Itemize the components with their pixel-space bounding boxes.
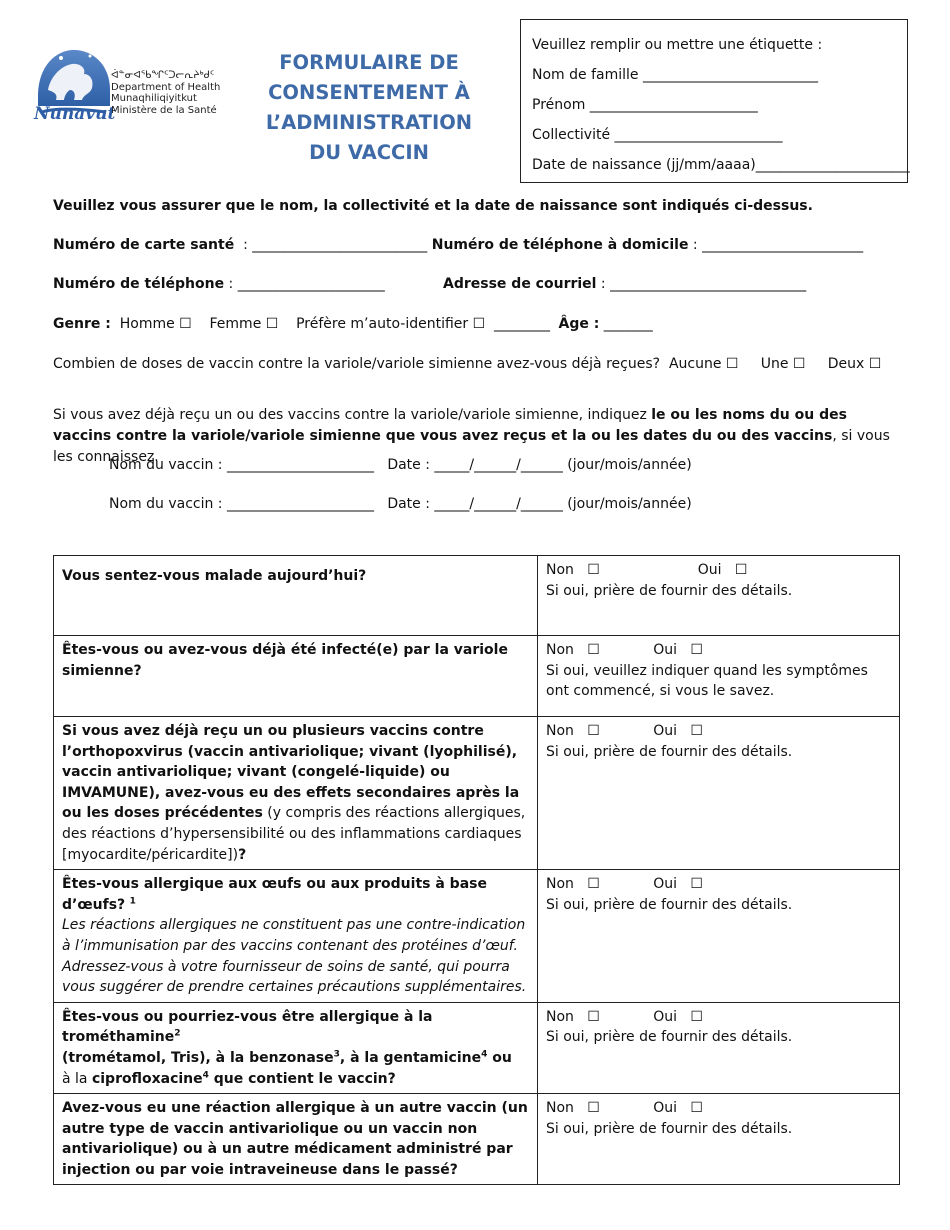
first-name-field[interactable]: Prénom ________________________ — [532, 97, 758, 113]
email-row — [443, 276, 806, 292]
phone-row — [53, 276, 385, 292]
dept-line-french: Ministère de la Santé — [111, 104, 217, 116]
home-phone-label: Numéro de téléphone à domicile — [431, 237, 689, 253]
doses-options[interactable]: Aucune ☐ Une ☐ Deux ☐ — [660, 356, 882, 372]
dept-line-inuinnaqtun: Munaqhiliqiyitkut — [111, 93, 197, 104]
details-prompt: Si oui, prière de fournir des détails. — [546, 743, 793, 760]
non-oui-checkboxes[interactable]: Non ☐ Oui ☐ — [546, 642, 703, 658]
details-prompt: Si oui, prière de fournir des détails. — [546, 1029, 793, 1046]
vaccine-entry-1[interactable]: Nom du vaccin : _____________________ Date : _____/______/______ (jour/mois/année) — [109, 457, 692, 473]
prior-vaccine-text-1: Si vous avez déjà reçu un ou des vaccins contre la variole/variole simienne, indiquez — [53, 407, 652, 423]
phone-field[interactable]: : _____________________ — [224, 276, 385, 292]
screening-questions-table — [53, 555, 900, 1185]
table-row — [54, 556, 900, 636]
non-oui-checkboxes[interactable]: Non ☐ Oui ☐ — [546, 562, 748, 578]
home-phone-field[interactable]: : _______________________ — [688, 237, 864, 253]
footnote-ref: 4 — [481, 1049, 488, 1060]
q-part-d: ou — [487, 1049, 512, 1066]
dept-line-syllabics: ᐋᓐᓂᐊᖃᖏᑦᑐᓕᕆᔨᒃᑯᑦ — [111, 70, 215, 81]
q-part-f: ciprofloxacine — [91, 1070, 203, 1087]
answer-cell[interactable] — [538, 636, 900, 717]
age-field[interactable]: _______ — [599, 316, 653, 332]
non-oui-checkboxes[interactable]: Non ☐ Oui ☐ — [546, 723, 703, 739]
email-label: Adresse de courriel — [443, 276, 597, 292]
details-prompt: Si oui, veuillez indiquer quand les symptômes ont commencé, si vous le savez. — [546, 662, 868, 700]
q-part-b: (trométamol, Tris), à la benzonase — [62, 1049, 334, 1066]
title-line-2: CONSENTEMENT À — [268, 81, 470, 104]
health-card-field[interactable]: : _________________________ — [234, 237, 428, 253]
answer-cell[interactable] — [538, 1094, 900, 1185]
department-name — [111, 70, 220, 116]
title-line-3: L’ADMINISTRATION — [265, 111, 473, 134]
gender-options[interactable]: Homme ☐ Femme ☐ Préfère m’auto-identifier ☐ ________ — [110, 316, 551, 332]
question-italic-note: Les réactions allergiques ne constituent pas une contre-indication à l’immunisation par des vaccins contenant des protéines d’œuf. Adressez-vous à votre fournisseur de soins de santé, qui pourra vous suggérer de prendre certaines précautions supplémentaires. — [62, 917, 527, 996]
doses-row — [53, 356, 881, 372]
email-field[interactable]: : ____________________________ — [596, 276, 807, 292]
prior-vaccine-text-2: , si vous les connaissez. — [53, 428, 890, 465]
question-normal: (y compris des réactions allergiques, des réactions d’hypersensibilité ou des inflammations cardiaques [myocardite/péricardite]) — [62, 805, 526, 863]
gender-label: Genre : — [53, 316, 111, 332]
answer-cell[interactable] — [538, 870, 900, 1003]
table-row — [54, 870, 900, 1003]
title-line-4: DU VACCIN — [309, 141, 429, 164]
table-row — [54, 1002, 900, 1093]
table-row — [54, 1094, 900, 1185]
non-oui-checkboxes[interactable]: Non ☐ Oui ☐ — [546, 1100, 703, 1117]
question-bold: Si vous avez déjà reçu un ou plusieurs vaccins contre l’orthopoxvirus (vaccin antivariolique; vivant (lyophilisé), vaccin antivariolique; vivant (congelé-liquide) ou IMVAMUNE), avez-vous eu des effets secondaires après la ou les doses précédentes — [62, 723, 520, 822]
answer-cell[interactable] — [538, 556, 900, 636]
dob-field[interactable]: Date de naissance (jj/mm/aaaa)______________________ — [532, 157, 910, 173]
footnote-ref: 1 — [129, 896, 136, 907]
age-label: Âge : — [558, 316, 600, 332]
question-bold: Êtes-vous allergique aux œufs ou aux produits à base d’œufs? — [62, 876, 487, 913]
doses-question: Combien de doses de vaccin contre la variole/variole simienne avez-vous déjà reçues? — [53, 356, 661, 372]
logo-wordmark: Nunavut — [34, 104, 116, 124]
q-part-c: , à la gentamicine — [339, 1049, 482, 1066]
footnote-ref: 4 — [202, 1069, 209, 1080]
page-title — [244, 48, 494, 168]
question-cell — [54, 717, 538, 870]
question-cell: Êtes-vous ou avez-vous déjà été infecté(e) par la variole simienne? — [54, 636, 538, 717]
question-end: ? — [238, 846, 247, 863]
q-part-a: Êtes-vous ou pourriez-vous être allergique à la trométhamine — [62, 1008, 433, 1046]
health-card-label: Numéro de carte santé — [53, 237, 235, 253]
answer-cell[interactable] — [538, 1002, 900, 1093]
dept-line-english: Department of Health — [111, 81, 221, 93]
footnote-ref: 3 — [333, 1049, 340, 1060]
community-field[interactable]: Collectivité ________________________ — [532, 127, 783, 143]
details-prompt: Si oui, prière de fournir des détails. — [546, 582, 793, 599]
table-row — [54, 717, 900, 870]
details-prompt: Si oui, prière de fournir des détails. — [546, 896, 793, 913]
prior-vaccine-text-bold: le ou les noms du ou des vaccins contre la variole/variole simienne que vous avez reçus et la ou les dates du ou des vaccins — [53, 407, 847, 444]
non-oui-checkboxes[interactable]: Non ☐ Oui ☐ — [546, 1008, 703, 1025]
label-box-intro: Veuillez remplir ou mettre une étiquette : — [532, 37, 823, 53]
answer-cell[interactable] — [538, 717, 900, 870]
health-card-row — [53, 237, 863, 253]
footnote-ref: 2 — [174, 1028, 181, 1039]
question-cell: Vous sentez-vous malade aujourd’hui? — [54, 556, 538, 636]
question-cell — [54, 870, 538, 1003]
details-prompt: Si oui, prière de fournir des détails. — [546, 1120, 793, 1137]
q-part-e: à la — [62, 1070, 92, 1087]
q-part-g: que contient le vaccin? — [208, 1070, 396, 1087]
gender-age-row — [53, 316, 653, 332]
instruction-text: Veuillez vous assurer que le nom, la collectivité et la date de naissance sont indiqués ci-dessus. — [53, 198, 813, 214]
question-cell — [54, 1002, 538, 1093]
family-name-field[interactable]: Nom de famille _________________________ — [532, 67, 818, 83]
table-row — [54, 636, 900, 717]
patient-label-box[interactable] — [520, 19, 908, 183]
non-oui-checkboxes[interactable]: Non ☐ Oui ☐ — [546, 876, 703, 893]
title-line-1: FORMULAIRE DE — [279, 51, 459, 74]
vaccine-entry-2[interactable]: Nom du vaccin : _____________________ Date : _____/______/______ (jour/mois/année) — [109, 496, 692, 512]
question-cell: Avez-vous eu une réaction allergique à un autre vaccin (un autre type de vaccin antivariolique ou un vaccin non antivariolique) ou à un autre médicament administré par injection ou par voie intraveineuse dans le passé? — [54, 1094, 538, 1185]
phone-label: Numéro de téléphone — [53, 276, 225, 292]
